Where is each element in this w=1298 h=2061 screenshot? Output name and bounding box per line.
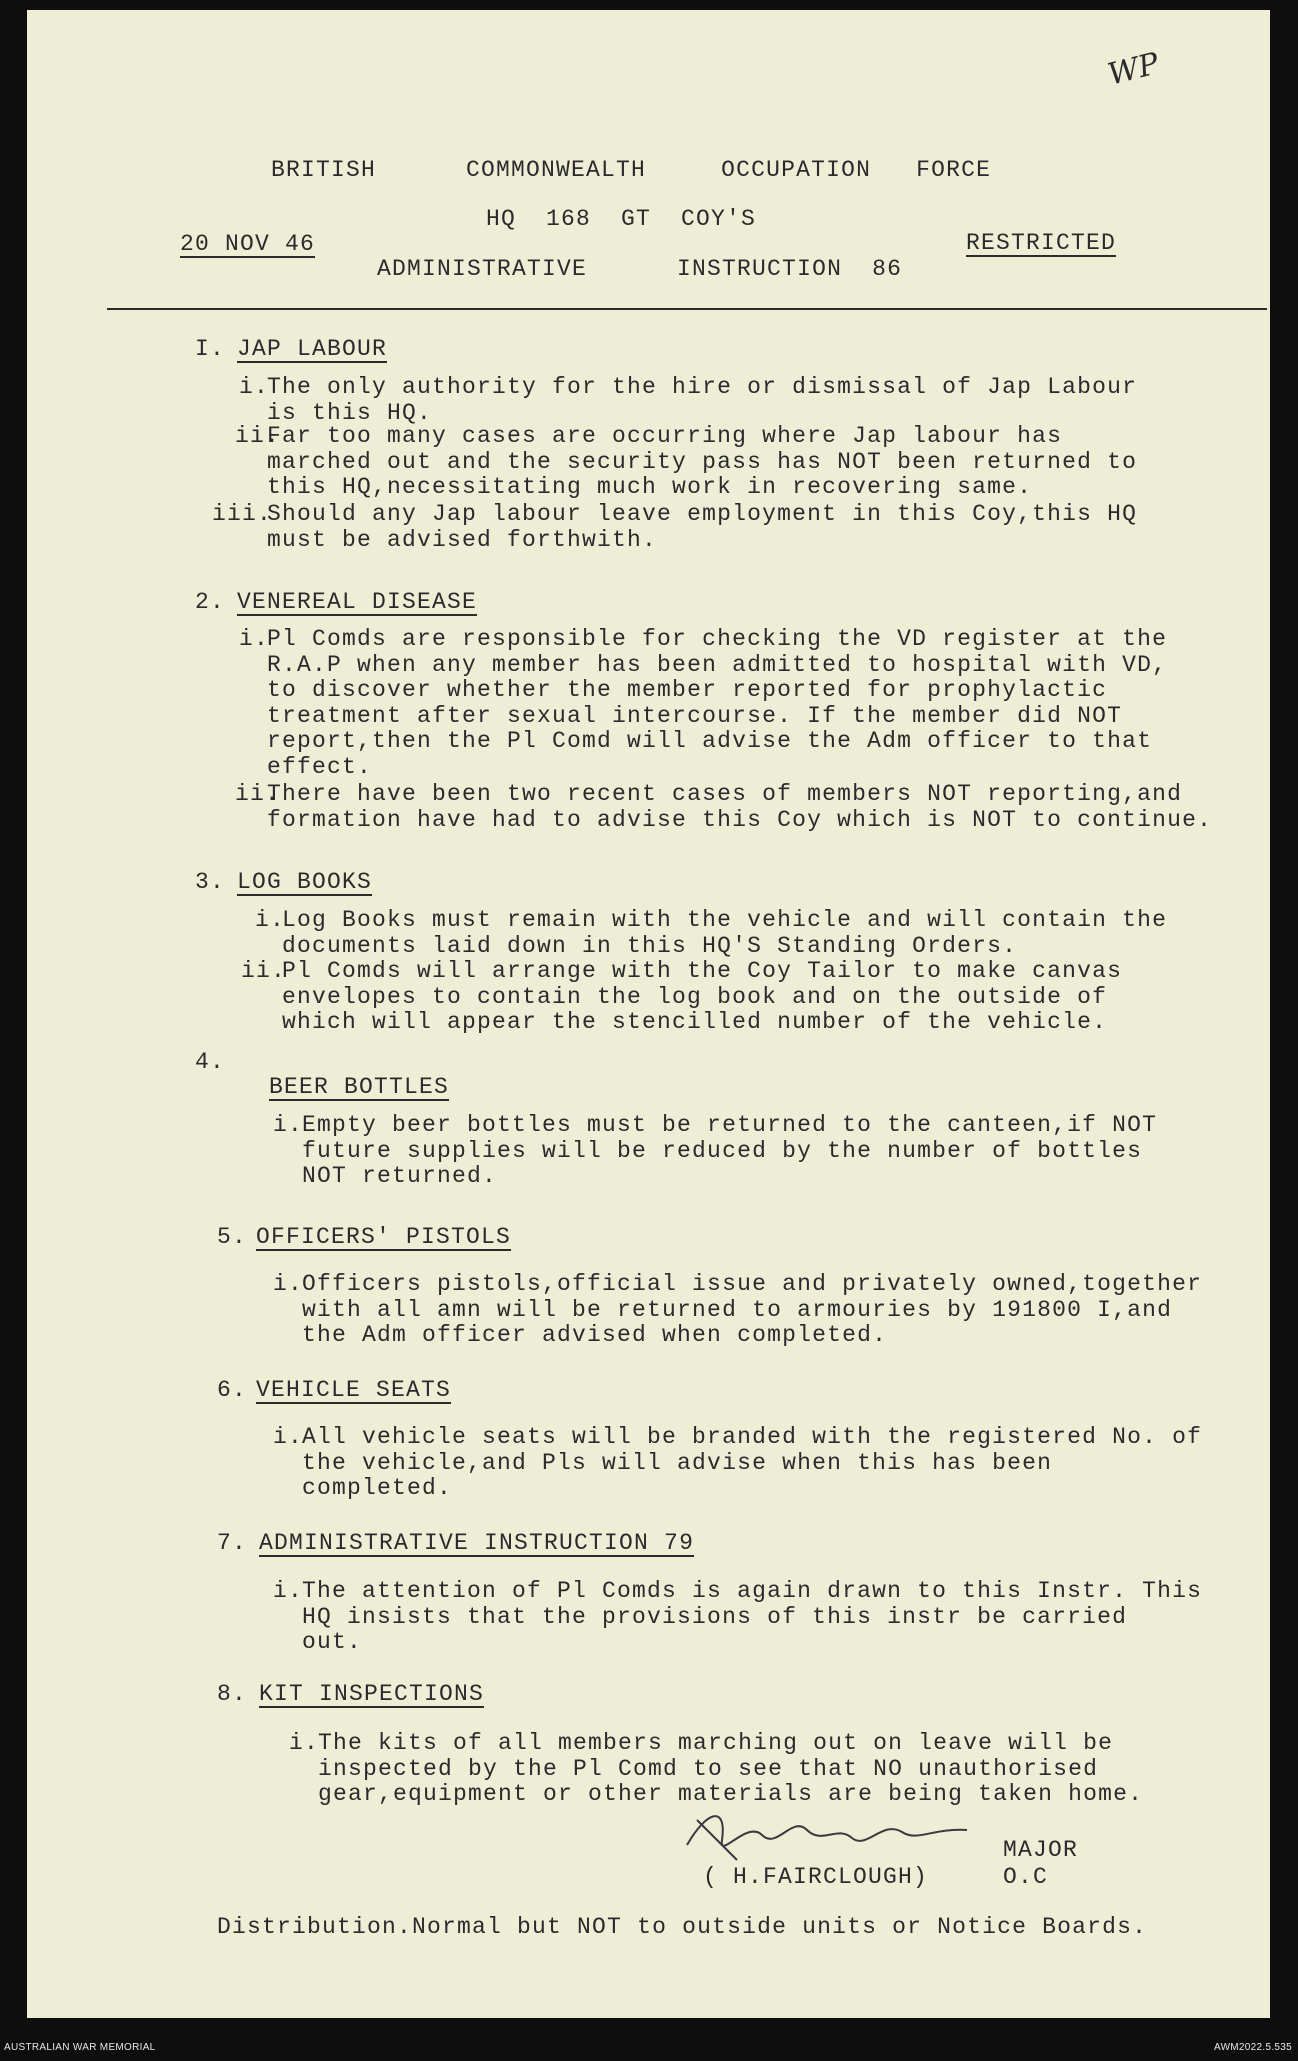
document-page [27, 10, 1270, 2018]
document-date: 20 NOV 46 [180, 231, 316, 257]
item-text-line: out. [302, 1629, 363, 1656]
section-heading: LOG BOOKS [237, 869, 373, 895]
section-number: 3. [195, 869, 226, 895]
header-divider [107, 308, 1267, 310]
item-text-line: The attention of Pl Comds is again drawn to this Instr. This [302, 1578, 1203, 1604]
item-number: ii. [235, 781, 281, 807]
item-number: i. [273, 1112, 304, 1138]
item-text-line: which will appear the stencilled number of the vehicle. [282, 1009, 1108, 1036]
item-number: i. [239, 626, 270, 652]
signature-rank: MAJOR [1003, 1837, 1079, 1863]
item-text-line: with all amn will be returned to armouries by 191800 I,and [302, 1296, 1173, 1323]
section-heading: VEHICLE SEATS [256, 1377, 452, 1403]
item-text-line: gear,equipment or other materials are being taken home. [318, 1781, 1144, 1808]
item-text-line: Log Books must remain with the vehicle and will contain the [282, 907, 1168, 933]
item-text-line: effect. [267, 754, 373, 780]
item-text-line: future supplies will be reduced by the number of bottles [302, 1137, 1143, 1164]
classification-label: RESTRICTED [966, 230, 1117, 256]
item-text-line: this HQ,necessitating much work in recovering same. [267, 474, 1033, 501]
item-number: i. [273, 1424, 304, 1450]
item-text-line: Far too many cases are occurring where Jap labour has [267, 423, 1063, 449]
initials-mark: WP [1104, 46, 1163, 93]
section-number: 8. [217, 1681, 248, 1707]
footer-right: AWM2022.5.535 [1213, 2042, 1292, 2053]
signatory-name: ( H.FAIRCLOUGH) [703, 1864, 929, 1890]
footer-left: AUSTRALIAN WAR MEMORIAL [4, 2042, 156, 2053]
section-heading: BEER BOTTLES [269, 1074, 450, 1100]
item-text-line: R.A.P when any member has been admitted to hospital with VD, [267, 651, 1168, 678]
item-text-line: treatment after sexual intercourse. If the member did NOT [267, 702, 1123, 729]
item-number: i. [255, 907, 286, 933]
section-number: 7. [217, 1530, 248, 1556]
item-text-line: There have been two recent cases of members NOT reporting,and [267, 781, 1183, 807]
item-number: ii. [235, 423, 281, 449]
item-number: i. [239, 374, 270, 400]
section-heading: KIT INSPECTIONS [259, 1681, 485, 1707]
distribution-note: Distribution.Normal but NOT to outside units or Notice Boards. [217, 1914, 1148, 1940]
item-number: i. [273, 1578, 304, 1604]
instruction-title: ADMINISTRATIVE INSTRUCTION 86 [377, 256, 903, 282]
item-text-line: to discover whether the member reported for prophylactic [267, 677, 1108, 704]
item-text-line: NOT returned. [302, 1163, 498, 1190]
item-text-line: HQ insists that the provisions of this instr be carried [302, 1603, 1128, 1630]
section-number: I. [195, 336, 226, 362]
item-text-line: The kits of all members marching out on leave will be [318, 1730, 1114, 1756]
section-heading: VENEREAL DISEASE [237, 589, 478, 615]
header-org-line: BRITISH COMMONWEALTH OCCUPATION FORCE [271, 157, 992, 183]
item-text-line: Pl Comds are responsible for checking the VD register at the [267, 626, 1168, 652]
item-text-line: formation have had to advise this Coy which is NOT to continue. [267, 806, 1213, 833]
item-text-line: marched out and the security pass has NOT been returned to [267, 448, 1138, 475]
item-text-line: the Adm officer advised when completed. [302, 1322, 888, 1349]
item-text-line: envelopes to contain the log book and on the outside of [282, 983, 1108, 1010]
signatory-appointment: O.C [1003, 1864, 1049, 1890]
item-number: i. [289, 1730, 320, 1756]
item-text-line: completed. [302, 1475, 453, 1502]
item-text-line: inspected by the Pl Comd to see that NO unauthorised [318, 1755, 1099, 1782]
section-number: 5. [217, 1224, 248, 1250]
item-text-line: the vehicle,and Pls will advise when this has been [302, 1449, 1053, 1476]
section-heading: OFFICERS' PISTOLS [256, 1224, 512, 1250]
item-text-line: Empty beer bottles must be returned to the canteen,if NOT [302, 1112, 1158, 1138]
section-number: 6. [217, 1377, 248, 1403]
header-hq-line: HQ 168 GT COY'S [486, 206, 757, 232]
item-text-line: All vehicle seats will be branded with the registered No. of [302, 1424, 1203, 1450]
item-text-line: Officers pistols,official issue and privately owned,together [302, 1271, 1203, 1297]
section-heading: ADMINISTRATIVE INSTRUCTION 79 [259, 1530, 695, 1556]
item-text-line: The only authority for the hire or dismissal of Jap Labour [267, 374, 1138, 400]
section-number: 2. [195, 589, 226, 615]
item-text-line: documents laid down in this HQ'S Standing Orders. [282, 932, 1018, 959]
item-number: ii. [241, 958, 287, 984]
item-number: iii. [212, 501, 273, 527]
section-heading: JAP LABOUR [237, 336, 388, 362]
item-text-line: Should any Jap labour leave employment in this Coy,this HQ [267, 501, 1138, 527]
item-text-line: must be advised forthwith. [267, 526, 658, 553]
item-number: i. [273, 1271, 304, 1297]
item-text-line: is this HQ. [267, 399, 433, 426]
section-number: 4. [195, 1049, 226, 1075]
item-text-line: report,then the Pl Comd will advise the Adm officer to that [267, 728, 1153, 755]
item-text-line: Pl Comds will arrange with the Coy Tailor to make canvas [282, 958, 1123, 984]
